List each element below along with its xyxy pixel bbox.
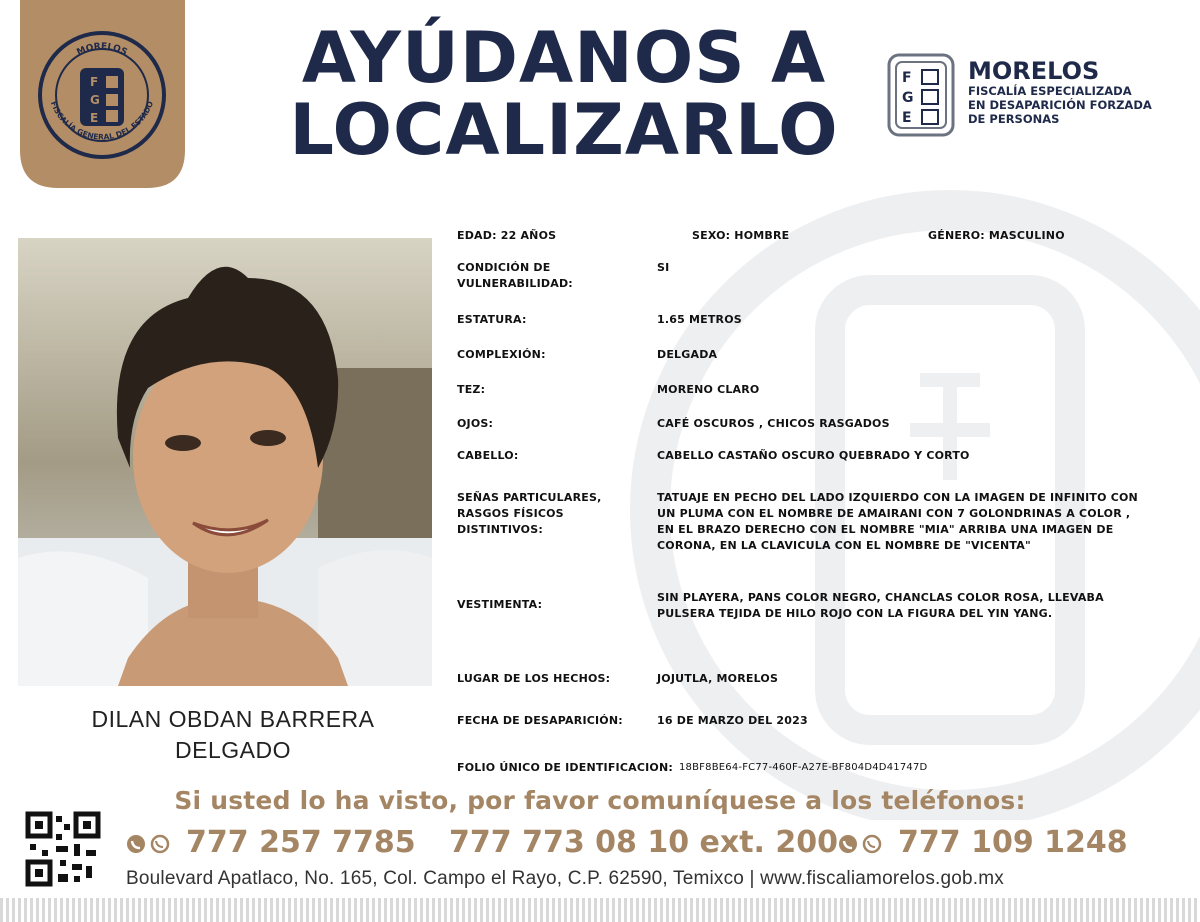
folio-value: 18BF8BE64-FC77-460F-A27E-BF804D4D41747D: [679, 762, 928, 773]
phone-2[interactable]: 777 773 08 10 ext. 200: [449, 825, 839, 860]
place-value: JOJUTLA, MORELOS: [657, 672, 779, 685]
org-sub-1: FISCALÍA ESPECIALIZADA: [968, 84, 1132, 98]
clothing-label: VESTIMENTA:: [457, 598, 543, 611]
title-line-2: LOCALIZARLO: [289, 89, 839, 171]
date-value: 16 DE MARZO DEL 2023: [657, 714, 808, 727]
name-line-2: DELGADO: [175, 737, 291, 763]
marks-value: TATUAJE EN PECHO DEL LADO IZQUIERDO CON LA IMAGEN DE INFINITO CON UN PLUMA CON EL NOMBRE DE AMAIRANI CON 7 GOLONDRINAS A COLOR , EN EL BRAZO DERECHO CON EL NOMBRE "MIA" ARRIBA UNA IMAGEN DE CORONA, EN LA CLAVICULA CON EL NOMBRE DE "VICENTA": [657, 491, 1138, 552]
org-sub-3: DE PERSONAS: [968, 112, 1060, 126]
build-value: DELGADA: [657, 348, 718, 361]
qr-code-icon[interactable]: [24, 810, 102, 888]
eyes-value: CAFÉ OSCUROS , CHICOS RASGADOS: [657, 417, 890, 430]
org-sub-2: EN DESAPARICIÓN FORZADA: [968, 98, 1152, 112]
folio-label: FOLIO ÚNICO DE IDENTIFICACION:: [457, 761, 673, 774]
logo-letter-g: G: [902, 90, 914, 106]
address-and-website: Boulevard Apatlaco, No. 165, Col. Campo el Rayo, C.P. 62590, Temixco | www.fiscaliamorelos.gob.mx: [126, 868, 1004, 889]
fge-logo-icon: [886, 52, 956, 138]
vulnerability-label: CONDICIÓN DE VULNERABILIDAD:: [457, 261, 573, 290]
hair-label: CABELLO:: [457, 449, 519, 462]
vulnerability-value: SI: [657, 261, 670, 274]
skin-value: MORENO CLARO: [657, 383, 760, 396]
phone-3[interactable]: 777 109 1248: [898, 825, 1128, 860]
fge-badge-icon: [20, 0, 185, 188]
badge-ring-bottom-text: FISCALÍA GENERAL DEL ESTADO: [48, 99, 156, 142]
title-line-1: AYÚDANOS A: [301, 17, 827, 99]
clothing-value: SIN PLAYERA, PANS COLOR NEGRO, CHANCLAS COLOR ROSA, LLEVABA PULSERA TEJIDA DE HILO ROJO CON LA FIGURA DEL YIN YANG.: [657, 591, 1104, 620]
build-label: COMPLEXIÓN:: [457, 348, 546, 361]
contact-prompt: Si usted lo ha visto, por favor comuníquese a los teléfonos:: [174, 786, 1026, 815]
gender-field: GÉNERO: MASCULINO: [928, 229, 1065, 242]
marks-label: SEÑAS PARTICULARES, RASGOS FÍSICOS DISTINTIVOS:: [457, 491, 602, 536]
page-title: [254, 17, 874, 171]
whatsapp-icon: [838, 834, 884, 854]
eyes-label: OJOS:: [457, 417, 494, 430]
logo-letter-e: E: [902, 110, 912, 126]
skin-label: TEZ:: [457, 383, 486, 396]
age-field: EDAD: 22 AÑOS: [457, 229, 557, 242]
badge-letter-e: E: [90, 111, 99, 125]
decorative-border: [0, 898, 1200, 922]
badge-ring-top-text: MORELOS: [75, 41, 129, 59]
phone-1[interactable]: 777 257 7785: [186, 825, 416, 860]
org-block: [968, 58, 1193, 126]
badge-letter-f: F: [90, 75, 99, 89]
sex-field: SEXO: HOMBRE: [692, 229, 790, 242]
person-photo: [18, 238, 432, 686]
place-label: LUGAR DE LOS HECHOS:: [457, 672, 611, 685]
phone-icon: [126, 834, 172, 854]
org-name: MORELOS: [968, 57, 1100, 85]
logo-letter-f: F: [902, 70, 912, 86]
badge-letter-g: G: [90, 93, 100, 107]
hair-value: CABELLO CASTAÑO OSCURO QUEBRADO Y CORTO: [657, 449, 970, 462]
missing-person-name: [18, 704, 448, 766]
date-label: FECHA DE DESAPARICIÓN:: [457, 714, 623, 727]
height-label: ESTATURA:: [457, 313, 527, 326]
height-value: 1.65 METROS: [657, 313, 742, 326]
name-line-1: DILAN OBDAN BARRERA: [91, 706, 375, 732]
